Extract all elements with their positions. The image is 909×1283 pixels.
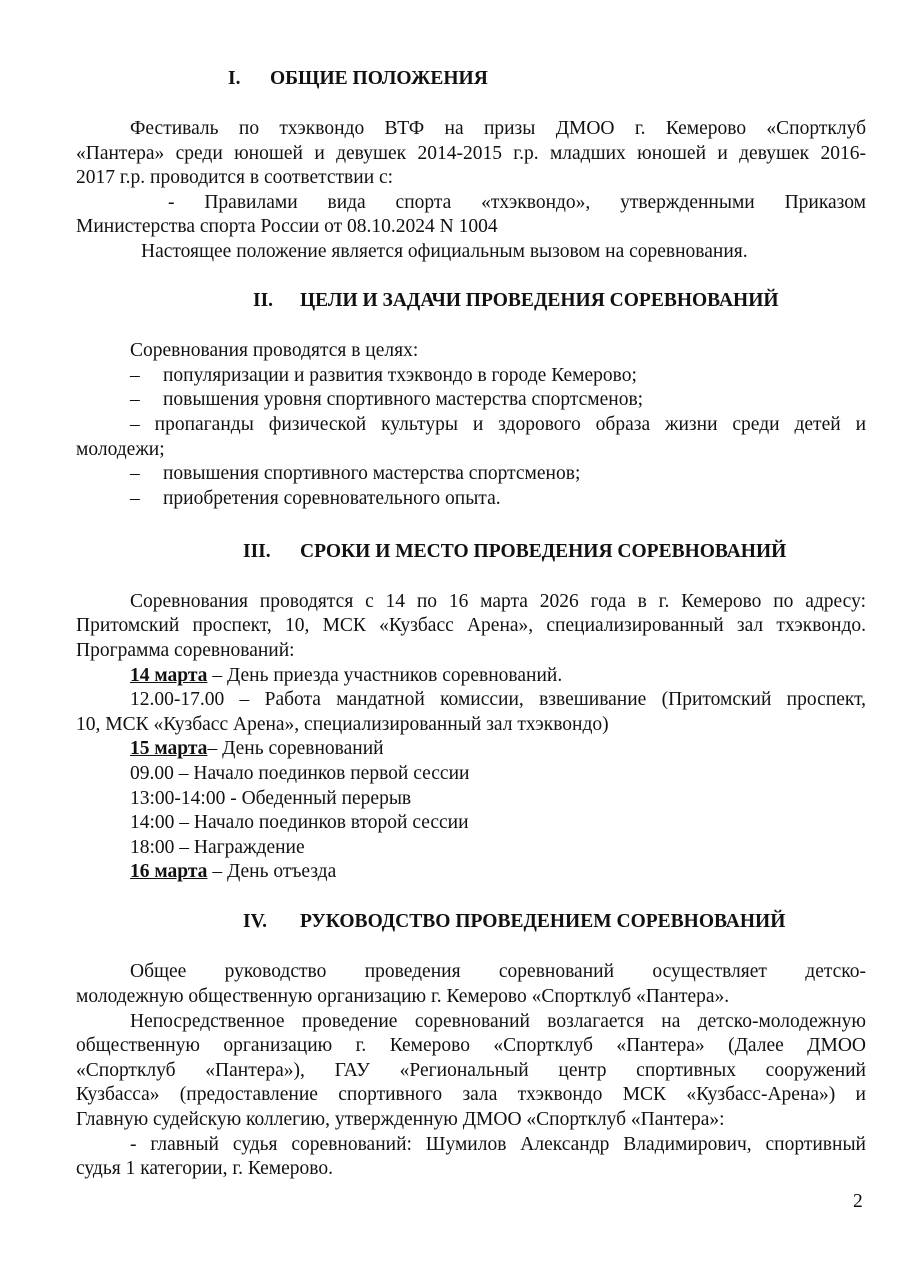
s3-registration-line2: 10, МСК «Кузбасс Арена», специализированный зал тхэквондо) — [76, 714, 609, 735]
section-4-number: IV. — [243, 911, 268, 932]
s3-p1-line2: Притомский проспект, 10, МСК «Кузбасс Арена», специализированный зал тхэквондо. — [76, 615, 866, 636]
s1-p2-line2: Министерства спорта России от 08.10.2024 N 1004 — [76, 216, 498, 237]
section-3-title: СРОКИ И МЕСТО ПРОВЕДЕНИЯ СОРЕВНОВАНИЙ — [300, 541, 787, 562]
s3-p1-line3: Программа соревнований: — [76, 640, 295, 661]
s3-time-2: 13:00-14:00 - Обеденный перерыв — [130, 788, 412, 809]
s4-p1-line2: молодежную общественную организацию г. Кемерово «Спортклуб «Пантера». — [76, 986, 730, 1007]
s2-item-3-line1: – пропаганды физической культуры и здорового образа жизни среди детей и — [130, 414, 866, 435]
s3-time-1: 09.00 – Начало поединков первой сессии — [130, 763, 470, 784]
s2-item-4: повышения спортивного мастерства спортсменов; — [163, 463, 581, 484]
s4-p1-line1: Общее руководство проведения соревнований осуществляет детско- — [130, 961, 866, 982]
section-4-heading — [243, 910, 785, 934]
s4-p2-line5: Главную судейскую коллегию, утвержденную ДМОО «Спортклуб «Пантера»: — [76, 1109, 725, 1130]
s3-day-14-date: 14 марта — [130, 665, 208, 686]
s3-time-4: 18:00 – Награждение — [130, 837, 305, 858]
section-2-number: II. — [253, 290, 274, 311]
s2-dash-1: – — [130, 365, 140, 386]
s2-item-2: повышения уровня спортивного мастерства спортсменов; — [163, 389, 644, 410]
s2-dash-2: – — [130, 389, 140, 410]
s4-p3-line1: - главный судья соревнований: Шумилов Александр Владимирович, спортивный — [130, 1134, 866, 1155]
s3-registration-line1: 12.00-17.00 – Работа мандатной комиссии, взвешивание (Притомский проспект, — [130, 689, 866, 710]
section-2-title: ЦЕЛИ И ЗАДАЧИ ПРОВЕДЕНИЯ СОРЕВНОВАНИЙ — [300, 290, 779, 311]
s2-dash-5: – — [130, 488, 140, 509]
s4-p2-line1: Непосредственное проведение соревнований возлагается на детско-молодежную — [130, 1011, 866, 1032]
s2-item-5: приобретения соревновательного опыта. — [163, 488, 501, 509]
s3-day-16 — [130, 860, 336, 884]
s3-day-15-text: – День соревнований — [207, 738, 384, 759]
s1-p1-line1: Фестиваль по тхэквондо ВТФ на призы ДМОО г. Кемерово «Спортклуб — [130, 118, 866, 139]
section-4-title: РУКОВОДСТВО ПРОВЕДЕНИЕМ СОРЕВНОВАНИЙ — [300, 911, 786, 932]
page-number: 2 — [853, 1191, 863, 1212]
s3-day-16-date: 16 марта — [130, 861, 208, 882]
section-1-number: I. — [228, 68, 241, 89]
section-1-title: ОБЩИЕ ПОЛОЖЕНИЯ — [270, 68, 488, 89]
s3-day-16-text: – День отъезда — [207, 861, 337, 882]
s2-intro: Соревнования проводятся в целях: — [130, 340, 419, 361]
s3-day-14-text: – День приезда участников соревнований. — [207, 665, 563, 686]
s4-p2-line2: общественную организацию г. Кемерово «Спортклуб «Пантера» (Далее ДМОО — [76, 1035, 866, 1056]
section-2-heading — [253, 289, 779, 313]
section-1-heading — [228, 67, 488, 91]
section-3-number: III. — [243, 541, 271, 562]
s3-day-15 — [130, 737, 384, 761]
s1-p1-line2: «Пантера» среди юношей и девушек 2014-2015 г.р. младших юношей и девушек 2016- — [76, 143, 866, 164]
s4-p2-line4: Кузбасса» (предоставление спортивного зала тхэквондо МСК «Кузбасс-Арена») и — [76, 1084, 866, 1105]
s3-day-15-date: 15 марта — [130, 738, 208, 759]
s2-item-1: популяризации и развития тхэквондо в городе Кемерово; — [163, 365, 637, 386]
section-3-heading — [243, 540, 786, 564]
s2-dash-4: – — [130, 463, 140, 484]
s4-p3-line2: судья 1 категории, г. Кемерово. — [76, 1158, 334, 1179]
s1-p2-line1: - Правилами вида спорта «тхэквондо», утвержденными Приказом — [168, 192, 866, 213]
s3-p1-line1: Соревнования проводятся с 14 по 16 марта 2026 года в г. Кемерово по адресу: — [130, 591, 866, 612]
s1-p1-line3: 2017 г.р. проводится в соответствии с: — [76, 167, 394, 188]
s2-item-3-line2: молодежи; — [76, 439, 165, 460]
s1-p3: Настоящее положение является официальным вызовом на соревнования. — [141, 241, 748, 262]
s3-day-14 — [130, 664, 562, 688]
s3-time-3: 14:00 – Начало поединков второй сессии — [130, 812, 469, 833]
s4-p2-line3: «Спортклуб «Пантера»), ГАУ «Региональный центр спортивных сооружений — [76, 1060, 866, 1081]
